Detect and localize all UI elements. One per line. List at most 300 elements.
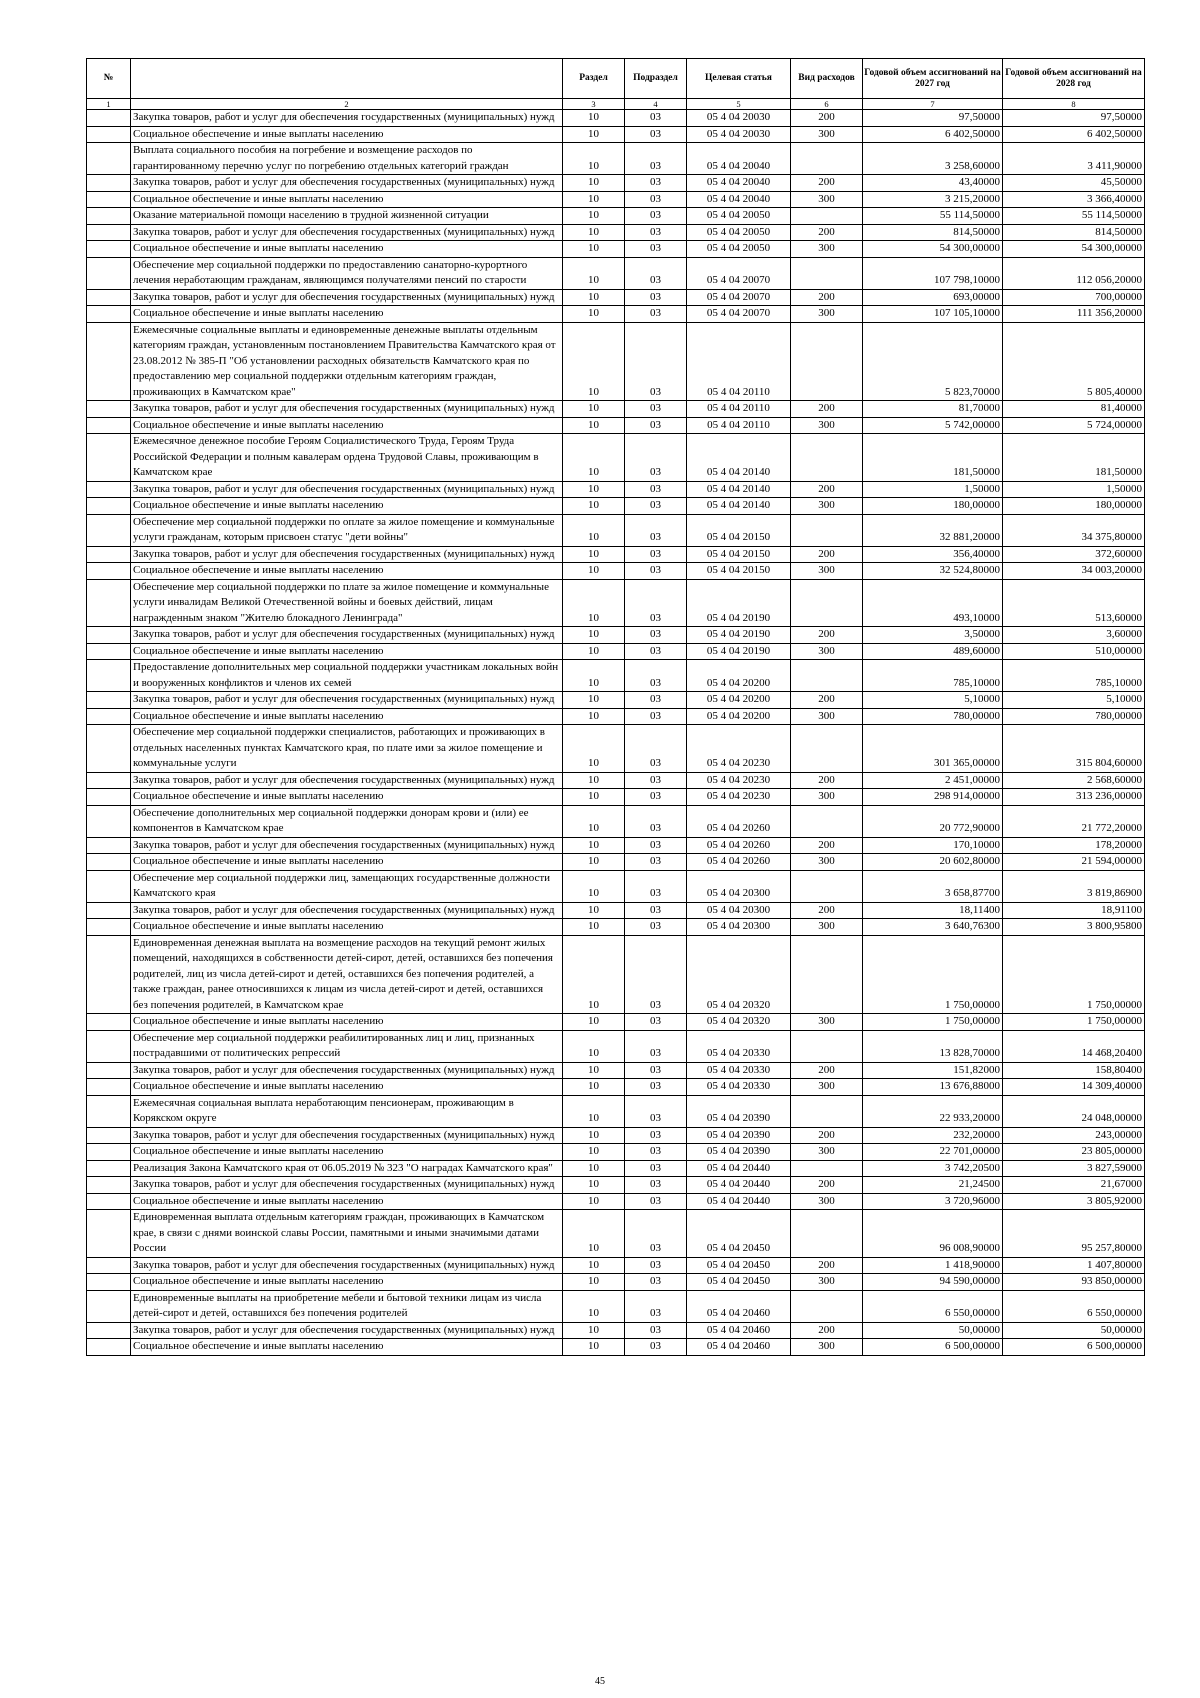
item-name-cell: Социальное обеспечение и иные выплаты населению — [131, 854, 563, 871]
target-article-cell: 05 4 04 20230 — [687, 725, 791, 773]
table-row — [87, 191, 1145, 208]
expense-type-cell — [791, 725, 863, 773]
item-name-cell: Социальное обеспечение и иные выплаты населению — [131, 191, 563, 208]
amount-2028-cell: 95 257,80000 — [1003, 1210, 1145, 1258]
item-name-cell: Закупка товаров, работ и услуг для обеспечения государственных (муниципальных) нужд — [131, 692, 563, 709]
subsection-cell: 03 — [625, 126, 687, 143]
expense-type-cell — [791, 1160, 863, 1177]
item-name-cell: Закупка товаров, работ и услуг для обеспечения государственных (муниципальных) нужд — [131, 837, 563, 854]
expense-type-cell: 300 — [791, 919, 863, 936]
expense-type-cell: 200 — [791, 692, 863, 709]
section-cell: 10 — [563, 1339, 625, 1356]
subsection-cell: 03 — [625, 1144, 687, 1161]
subsection-cell: 03 — [625, 1062, 687, 1079]
column-number: 3 — [563, 99, 625, 110]
expense-type-cell: 200 — [791, 1062, 863, 1079]
amount-2028-cell: 3 827,59000 — [1003, 1160, 1145, 1177]
expense-type-cell: 200 — [791, 546, 863, 563]
subsection-cell: 03 — [625, 322, 687, 401]
row-number-cell — [87, 1095, 131, 1127]
item-name-cell: Ежемесячные социальные выплаты и единовременные денежные выплаты отдельным категориям граждан, установленным постановлением Правительства Камчатского края от 23.08.2012 № 385-П "Об установлении расходных обязательств Камчатского края по предоставлению мер социальной поддержки отдельным категориям граждан, проживающих в Камчатском крае" — [131, 322, 563, 401]
table-row — [87, 643, 1145, 660]
amount-2028-cell: 180,00000 — [1003, 498, 1145, 515]
table-row — [87, 306, 1145, 323]
subsection-cell: 03 — [625, 1177, 687, 1194]
table-row — [87, 692, 1145, 709]
table-row — [87, 434, 1145, 482]
row-number-cell — [87, 1193, 131, 1210]
subsection-cell: 03 — [625, 563, 687, 580]
amount-2027-cell: 1 750,00000 — [863, 1014, 1003, 1031]
expense-type-cell: 200 — [791, 902, 863, 919]
expense-type-cell — [791, 322, 863, 401]
expense-type-cell — [791, 257, 863, 289]
amount-2027-cell: 356,40000 — [863, 546, 1003, 563]
item-name-cell: Закупка товаров, работ и услуг для обеспечения государственных (муниципальных) нужд — [131, 1127, 563, 1144]
target-article-cell: 05 4 04 20300 — [687, 870, 791, 902]
item-name-cell: Закупка товаров, работ и услуг для обеспечения государственных (муниципальных) нужд — [131, 175, 563, 192]
amount-2027-cell: 3 258,60000 — [863, 143, 1003, 175]
budget-table-sheet — [86, 58, 1144, 1356]
column-number: 1 — [87, 99, 131, 110]
section-cell: 10 — [563, 401, 625, 418]
item-name-cell: Закупка товаров, работ и услуг для обеспечения государственных (муниципальных) нужд — [131, 110, 563, 127]
target-article-cell: 05 4 04 20330 — [687, 1079, 791, 1096]
row-number-cell — [87, 175, 131, 192]
expense-type-cell — [791, 1095, 863, 1127]
amount-2028-cell: 510,00000 — [1003, 643, 1145, 660]
section-cell: 10 — [563, 725, 625, 773]
table-row — [87, 1290, 1145, 1322]
row-number-cell — [87, 306, 131, 323]
item-name-cell: Закупка товаров, работ и услуг для обеспечения государственных (муниципальных) нужд — [131, 772, 563, 789]
expense-type-cell: 300 — [791, 1079, 863, 1096]
table-row — [87, 1339, 1145, 1356]
section-cell: 10 — [563, 1274, 625, 1291]
section-cell: 10 — [563, 1062, 625, 1079]
section-cell: 10 — [563, 110, 625, 127]
amount-2027-cell: 6 550,00000 — [863, 1290, 1003, 1322]
table-body — [87, 110, 1145, 1356]
row-number-cell — [87, 191, 131, 208]
expense-type-cell — [791, 935, 863, 1014]
item-name-cell: Социальное обеспечение и иные выплаты населению — [131, 563, 563, 580]
target-article-cell: 05 4 04 20440 — [687, 1160, 791, 1177]
subsection-cell: 03 — [625, 434, 687, 482]
target-article-cell: 05 4 04 20260 — [687, 837, 791, 854]
item-name-cell: Закупка товаров, работ и услуг для обеспечения государственных (муниципальных) нужд — [131, 1062, 563, 1079]
table-row — [87, 1210, 1145, 1258]
table-row — [87, 660, 1145, 692]
subsection-cell: 03 — [625, 257, 687, 289]
amount-2027-cell: 3 658,87700 — [863, 870, 1003, 902]
target-article-cell: 05 4 04 20440 — [687, 1177, 791, 1194]
amount-2028-cell: 24 048,00000 — [1003, 1095, 1145, 1127]
subsection-cell: 03 — [625, 1339, 687, 1356]
amount-2028-cell: 54 300,00000 — [1003, 241, 1145, 258]
subsection-cell: 03 — [625, 224, 687, 241]
item-name-cell: Обеспечение мер социальной поддержки специалистов, работающих и проживающих в отдельных населенных пунктах Камчатского края, по плате ими за жилое помещение и коммунальные услуги — [131, 725, 563, 773]
amount-2028-cell: 1 750,00000 — [1003, 1014, 1145, 1031]
section-cell: 10 — [563, 1030, 625, 1062]
subsection-cell: 03 — [625, 1290, 687, 1322]
row-number-cell — [87, 1160, 131, 1177]
subsection-cell: 03 — [625, 481, 687, 498]
section-cell: 10 — [563, 1193, 625, 1210]
target-article-cell: 05 4 04 20460 — [687, 1322, 791, 1339]
table-row — [87, 1160, 1145, 1177]
amount-2027-cell: 3 742,20500 — [863, 1160, 1003, 1177]
expense-type-cell — [791, 579, 863, 627]
item-name-cell: Обеспечение мер социальной поддержки по оплате за жилое помещение и коммунальные услуги гражданам, которым присвоен статус "дети войны" — [131, 514, 563, 546]
expense-type-cell: 200 — [791, 1127, 863, 1144]
table-row — [87, 401, 1145, 418]
target-article-cell: 05 4 04 20330 — [687, 1062, 791, 1079]
amount-2027-cell: 13 676,88000 — [863, 1079, 1003, 1096]
row-number-cell — [87, 870, 131, 902]
item-name-cell: Социальное обеспечение и иные выплаты населению — [131, 306, 563, 323]
table-row — [87, 935, 1145, 1014]
budget-table — [86, 58, 1145, 1356]
target-article-cell: 05 4 04 20300 — [687, 919, 791, 936]
expense-type-cell: 300 — [791, 498, 863, 515]
target-article-cell: 05 4 04 20200 — [687, 660, 791, 692]
row-number-cell — [87, 563, 131, 580]
expense-type-cell: 200 — [791, 837, 863, 854]
section-cell: 10 — [563, 772, 625, 789]
amount-2027-cell: 3 720,96000 — [863, 1193, 1003, 1210]
subsection-cell: 03 — [625, 1079, 687, 1096]
amount-2028-cell: 3 800,95800 — [1003, 919, 1145, 936]
row-number-cell — [87, 546, 131, 563]
subsection-cell: 03 — [625, 514, 687, 546]
section-cell: 10 — [563, 191, 625, 208]
item-name-cell: Закупка товаров, работ и услуг для обеспечения государственных (муниципальных) нужд — [131, 401, 563, 418]
table-row — [87, 481, 1145, 498]
row-number-cell — [87, 481, 131, 498]
expense-type-cell: 300 — [791, 643, 863, 660]
amount-2028-cell: 1 750,00000 — [1003, 935, 1145, 1014]
item-name-cell: Ежемесячная социальная выплата неработающим пенсионерам, проживающим в Корякском округе — [131, 1095, 563, 1127]
row-number-cell — [87, 434, 131, 482]
amount-2028-cell: 1 407,80000 — [1003, 1257, 1145, 1274]
item-name-cell: Социальное обеспечение и иные выплаты населению — [131, 643, 563, 660]
section-cell: 10 — [563, 919, 625, 936]
subsection-cell: 03 — [625, 660, 687, 692]
col-header-section: Раздел — [563, 59, 625, 99]
row-number-cell — [87, 1290, 131, 1322]
subsection-cell: 03 — [625, 1210, 687, 1258]
item-name-cell: Единовременные выплаты на приобретение мебели и бытовой техники лицам из числа детей-сирот и детей, оставшихся без попечения родителей — [131, 1290, 563, 1322]
amount-2028-cell: 23 805,00000 — [1003, 1144, 1145, 1161]
amount-2027-cell: 97,50000 — [863, 110, 1003, 127]
amount-2027-cell: 21,24500 — [863, 1177, 1003, 1194]
target-article-cell: 05 4 04 20260 — [687, 854, 791, 871]
subsection-cell: 03 — [625, 772, 687, 789]
target-article-cell: 05 4 04 20140 — [687, 498, 791, 515]
table-row — [87, 1014, 1145, 1031]
amount-2028-cell: 111 356,20000 — [1003, 306, 1145, 323]
amount-2027-cell: 32 524,80000 — [863, 563, 1003, 580]
amount-2028-cell: 34 375,80000 — [1003, 514, 1145, 546]
column-number: 2 — [131, 99, 563, 110]
amount-2027-cell: 18,11400 — [863, 902, 1003, 919]
section-cell: 10 — [563, 627, 625, 644]
expense-type-cell: 200 — [791, 401, 863, 418]
row-number-cell — [87, 789, 131, 806]
amount-2027-cell: 3,50000 — [863, 627, 1003, 644]
item-name-cell: Закупка товаров, работ и услуг для обеспечения государственных (муниципальных) нужд — [131, 224, 563, 241]
row-number-cell — [87, 643, 131, 660]
target-article-cell: 05 4 04 20200 — [687, 708, 791, 725]
row-number-cell — [87, 708, 131, 725]
item-name-cell: Социальное обеспечение и иные выплаты населению — [131, 1079, 563, 1096]
table-row — [87, 1127, 1145, 1144]
row-number-cell — [87, 257, 131, 289]
amount-2028-cell: 97,50000 — [1003, 110, 1145, 127]
item-name-cell: Закупка товаров, работ и услуг для обеспечения государственных (муниципальных) нужд — [131, 289, 563, 306]
expense-type-cell — [791, 514, 863, 546]
table-row — [87, 1322, 1145, 1339]
section-cell: 10 — [563, 514, 625, 546]
amount-2028-cell: 3 819,86900 — [1003, 870, 1145, 902]
section-cell: 10 — [563, 708, 625, 725]
expense-type-cell: 200 — [791, 481, 863, 498]
expense-type-cell: 200 — [791, 627, 863, 644]
amount-2027-cell: 5,10000 — [863, 692, 1003, 709]
target-article-cell: 05 4 04 20040 — [687, 191, 791, 208]
subsection-cell: 03 — [625, 289, 687, 306]
item-name-cell: Обеспечение мер социальной поддержки по предоставлению санаторно-курортного лечения неработающим гражданам, являющимся получателями пенсий по старости — [131, 257, 563, 289]
amount-2028-cell: 700,00000 — [1003, 289, 1145, 306]
section-cell: 10 — [563, 935, 625, 1014]
table-row — [87, 854, 1145, 871]
subsection-cell: 03 — [625, 498, 687, 515]
table-row — [87, 708, 1145, 725]
amount-2027-cell: 5 742,00000 — [863, 417, 1003, 434]
expense-type-cell: 200 — [791, 110, 863, 127]
subsection-cell: 03 — [625, 1014, 687, 1031]
amount-2028-cell: 313 236,00000 — [1003, 789, 1145, 806]
subsection-cell: 03 — [625, 935, 687, 1014]
amount-2028-cell: 21 594,00000 — [1003, 854, 1145, 871]
table-row — [87, 772, 1145, 789]
expense-type-cell — [791, 208, 863, 225]
subsection-cell: 03 — [625, 208, 687, 225]
section-cell: 10 — [563, 241, 625, 258]
expense-type-cell: 300 — [791, 1014, 863, 1031]
item-name-cell: Обеспечение мер социальной поддержки реабилитированных лиц и лиц, признанных пострадавшими от политических репрессий — [131, 1030, 563, 1062]
row-number-cell — [87, 224, 131, 241]
section-cell: 10 — [563, 579, 625, 627]
amount-2028-cell: 18,91100 — [1003, 902, 1145, 919]
table-row — [87, 579, 1145, 627]
table-row — [87, 289, 1145, 306]
amount-2027-cell: 13 828,70000 — [863, 1030, 1003, 1062]
expense-type-cell: 300 — [791, 563, 863, 580]
col-header-target-article: Целевая статья — [687, 59, 791, 99]
row-number-cell — [87, 1257, 131, 1274]
expense-type-cell: 300 — [791, 1339, 863, 1356]
target-article-cell: 05 4 04 20450 — [687, 1274, 791, 1291]
section-cell: 10 — [563, 870, 625, 902]
subsection-cell: 03 — [625, 241, 687, 258]
column-number-row — [87, 99, 1145, 110]
row-number-cell — [87, 772, 131, 789]
row-number-cell — [87, 498, 131, 515]
amount-2028-cell: 21,67000 — [1003, 1177, 1145, 1194]
col-header-number: № — [87, 59, 131, 99]
target-article-cell: 05 4 04 20200 — [687, 692, 791, 709]
expense-type-cell: 300 — [791, 854, 863, 871]
amount-2027-cell: 3 215,20000 — [863, 191, 1003, 208]
row-number-cell — [87, 417, 131, 434]
subsection-cell: 03 — [625, 805, 687, 837]
target-article-cell: 05 4 04 20390 — [687, 1127, 791, 1144]
expense-type-cell — [791, 805, 863, 837]
item-name-cell: Оказание материальной помощи населению в трудной жизненной ситуации — [131, 208, 563, 225]
row-number-cell — [87, 1062, 131, 1079]
subsection-cell: 03 — [625, 919, 687, 936]
target-article-cell: 05 4 04 20390 — [687, 1144, 791, 1161]
target-article-cell: 05 4 04 20030 — [687, 110, 791, 127]
section-cell: 10 — [563, 289, 625, 306]
table-row — [87, 1079, 1145, 1096]
subsection-cell: 03 — [625, 1095, 687, 1127]
subsection-cell: 03 — [625, 902, 687, 919]
amount-2028-cell: 14 468,20400 — [1003, 1030, 1145, 1062]
row-number-cell — [87, 692, 131, 709]
table-row — [87, 870, 1145, 902]
table-row — [87, 563, 1145, 580]
item-name-cell: Обеспечение мер социальной поддержки лиц, замещающих государственные должности Камчатского края — [131, 870, 563, 902]
target-article-cell: 05 4 04 20190 — [687, 579, 791, 627]
target-article-cell: 05 4 04 20320 — [687, 1014, 791, 1031]
target-article-cell: 05 4 04 20320 — [687, 935, 791, 1014]
target-article-cell: 05 4 04 20110 — [687, 401, 791, 418]
subsection-cell: 03 — [625, 110, 687, 127]
item-name-cell: Социальное обеспечение и иные выплаты населению — [131, 1144, 563, 1161]
expense-type-cell: 300 — [791, 126, 863, 143]
row-number-cell — [87, 241, 131, 258]
row-number-cell — [87, 1322, 131, 1339]
target-article-cell: 05 4 04 20300 — [687, 902, 791, 919]
row-number-cell — [87, 143, 131, 175]
row-number-cell — [87, 208, 131, 225]
section-cell: 10 — [563, 481, 625, 498]
amount-2028-cell: 372,60000 — [1003, 546, 1145, 563]
target-article-cell: 05 4 04 20110 — [687, 417, 791, 434]
amount-2027-cell: 180,00000 — [863, 498, 1003, 515]
row-number-cell — [87, 935, 131, 1014]
row-number-cell — [87, 902, 131, 919]
amount-2027-cell: 3 640,76300 — [863, 919, 1003, 936]
expense-type-cell: 200 — [791, 289, 863, 306]
target-article-cell: 05 4 04 20050 — [687, 241, 791, 258]
expense-type-cell: 300 — [791, 191, 863, 208]
target-article-cell: 05 4 04 20390 — [687, 1095, 791, 1127]
amount-2028-cell: 6 550,00000 — [1003, 1290, 1145, 1322]
section-cell: 10 — [563, 208, 625, 225]
target-article-cell: 05 4 04 20030 — [687, 126, 791, 143]
section-cell: 10 — [563, 498, 625, 515]
subsection-cell: 03 — [625, 191, 687, 208]
amount-2028-cell: 81,40000 — [1003, 401, 1145, 418]
amount-2027-cell: 151,82000 — [863, 1062, 1003, 1079]
row-number-cell — [87, 837, 131, 854]
subsection-cell: 03 — [625, 854, 687, 871]
expense-type-cell: 300 — [791, 789, 863, 806]
item-name-cell: Социальное обеспечение и иные выплаты населению — [131, 708, 563, 725]
amount-2028-cell: 243,00000 — [1003, 1127, 1145, 1144]
subsection-cell: 03 — [625, 546, 687, 563]
table-row — [87, 110, 1145, 127]
table-row — [87, 175, 1145, 192]
item-name-cell: Обеспечение дополнительных мер социальной поддержки донорам крови и (или) ее компонентов в Камчатском крае — [131, 805, 563, 837]
target-article-cell: 05 4 04 20040 — [687, 175, 791, 192]
row-number-cell — [87, 126, 131, 143]
table-row — [87, 1095, 1145, 1127]
amount-2027-cell: 1 418,90000 — [863, 1257, 1003, 1274]
amount-2027-cell: 1 750,00000 — [863, 935, 1003, 1014]
column-number: 8 — [1003, 99, 1145, 110]
target-article-cell: 05 4 04 20050 — [687, 208, 791, 225]
row-number-cell — [87, 725, 131, 773]
amount-2027-cell: 32 881,20000 — [863, 514, 1003, 546]
expense-type-cell: 300 — [791, 1144, 863, 1161]
amount-2027-cell: 43,40000 — [863, 175, 1003, 192]
amount-2027-cell: 298 914,00000 — [863, 789, 1003, 806]
row-number-cell — [87, 322, 131, 401]
table-row — [87, 725, 1145, 773]
section-cell: 10 — [563, 224, 625, 241]
section-cell: 10 — [563, 1127, 625, 1144]
table-row — [87, 546, 1145, 563]
amount-2028-cell: 158,80400 — [1003, 1062, 1145, 1079]
section-cell: 10 — [563, 643, 625, 660]
amount-2027-cell: 81,70000 — [863, 401, 1003, 418]
item-name-cell: Социальное обеспечение и иные выплаты населению — [131, 1339, 563, 1356]
table-row — [87, 241, 1145, 258]
section-cell: 10 — [563, 143, 625, 175]
subsection-cell: 03 — [625, 627, 687, 644]
section-cell: 10 — [563, 1095, 625, 1127]
expense-type-cell: 200 — [791, 1177, 863, 1194]
amount-2028-cell: 3 411,90000 — [1003, 143, 1145, 175]
amount-2028-cell: 6 500,00000 — [1003, 1339, 1145, 1356]
item-name-cell: Реализация Закона Камчатского края от 06.05.2019 № 323 "О наградах Камчатского края" — [131, 1160, 563, 1177]
column-number: 6 — [791, 99, 863, 110]
amount-2028-cell: 780,00000 — [1003, 708, 1145, 725]
section-cell: 10 — [563, 789, 625, 806]
amount-2027-cell: 489,60000 — [863, 643, 1003, 660]
subsection-cell: 03 — [625, 1193, 687, 1210]
section-cell: 10 — [563, 1079, 625, 1096]
expense-type-cell: 200 — [791, 1257, 863, 1274]
target-article-cell: 05 4 04 20450 — [687, 1210, 791, 1258]
table-row — [87, 1257, 1145, 1274]
section-cell: 10 — [563, 1257, 625, 1274]
item-name-cell: Закупка товаров, работ и услуг для обеспечения государственных (муниципальных) нужд — [131, 627, 563, 644]
item-name-cell: Единовременная денежная выплата на возмещение расходов на текущий ремонт жилых помещений, находящихся в собственности детей-сирот, детей, оставшихся без попечения родителей, лиц из числа детей-сирот и детей, оставшихся без попечения родителей, а также граждан, ранее относившихся к лицам из числа детей-сирот и детей, оставшихся без попечения родителей, в Камчатском крае — [131, 935, 563, 1014]
amount-2027-cell: 6 402,50000 — [863, 126, 1003, 143]
subsection-cell: 03 — [625, 1257, 687, 1274]
section-cell: 10 — [563, 1160, 625, 1177]
amount-2028-cell: 93 850,00000 — [1003, 1274, 1145, 1291]
table-row — [87, 837, 1145, 854]
item-name-cell: Социальное обеспечение и иные выплаты населению — [131, 1014, 563, 1031]
item-name-cell: Социальное обеспечение и иные выплаты населению — [131, 417, 563, 434]
